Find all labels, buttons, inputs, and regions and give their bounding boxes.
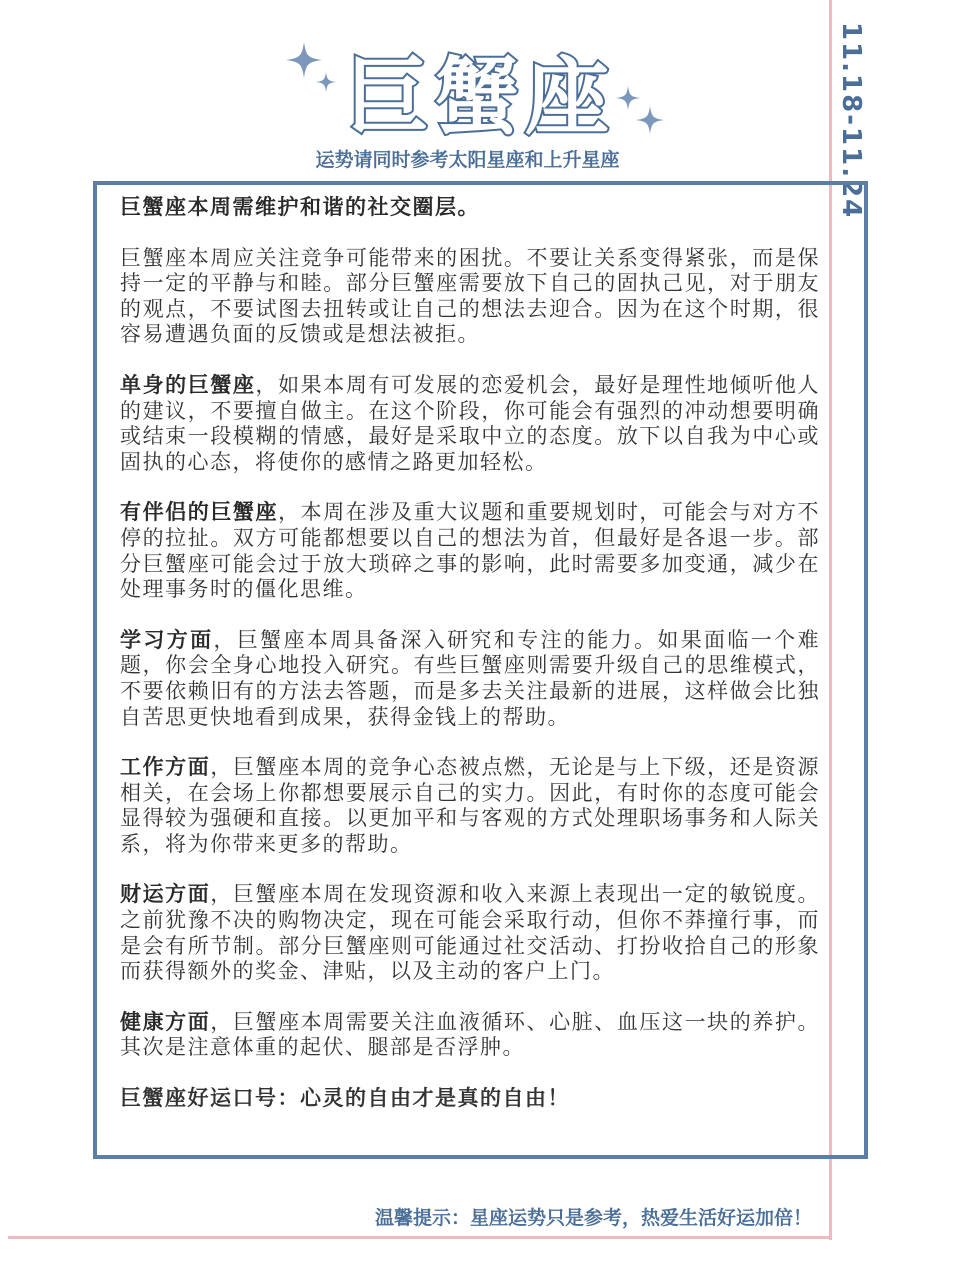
- date-range: 11.18-11.24: [836, 22, 866, 220]
- footer-tip: 温馨提示：星座运势只是参考，热爱生活好运加倍！: [374, 1207, 812, 1229]
- section-partnered: 有伴侣的巨蟹座，本周在涉及重大议题和重要规划时，可能会与对方不停的拉扯。双方可能都想要以自己的想法为首，但最好是各退一步。部分巨蟹座可能会过于放大琐碎之事的影响，此时需要多加变通，减少在处理事务时的僵化思维。: [120, 500, 821, 602]
- section-work: 工作方面，巨蟹座本周的竞争心态被点燃，无论是与上下级，还是资源相关，在会场上你都想要展示自己的实力。因此，有时你的态度可能会显得较为强硬和直接。以更加平和与客观的方式处理职场事务和人际关系，将为你带来更多的帮助。: [120, 755, 821, 856]
- pink-horizontal-line: [8, 1236, 832, 1239]
- page-title: 巨蟹座: [344, 48, 615, 146]
- horoscope-content: [120, 195, 820, 1137]
- section-study: 学习方面，巨蟹座本周具备深入研究和专注的能力。如果面临一个难题，你会全身心地投入研究。有些巨蟹座则需要升级自己的思维模式，不要依赖旧有的方法去答题，而是多去关注最新的进展，这样做会比独自苦思更快地看到成果，获得金钱上的帮助。: [120, 627, 821, 729]
- section-wealth: 财运方面，巨蟹座本周在发现资源和收入来源上表现出一定的敏锐度。之前犹豫不决的购物决定，现在可能会采取行动，但你不莽撞行事，而是会有所节制。部分巨蟹座则可能通过社交活动、打扮收拾自己的形象而获得额外的奖金、津贴，以及主动的客户上门。: [120, 882, 821, 984]
- slogan: 巨蟹座好运口号：心灵的自由才是真的自由！: [120, 1086, 570, 1111]
- intro-paragraph: 巨蟹座本周应关注竞争可能带来的困扰。不要让关系变得紧张，而是保持一定的平静与和睦。部分巨蟹座需要放下自己的固执己见，对于朋友的观点，不要试图去扭转或让自己的想法去迎合。因为在这个时期，很容易遭遇负面的反馈或是想法被拒。: [120, 245, 820, 347]
- subtitle: 运势请同时参考太阳星座和上升星座: [315, 149, 620, 171]
- section-health: 健康方面，巨蟹座本周需要关注血液循环、心脏、血压这一块的养护。其次是注意体重的起伏、腿部是否浮肿。: [120, 1009, 821, 1060]
- section-single: 单身的巨蟹座，如果本周有可发展的恋爱机会，最好是理性地倾听他人的建议，不要擅自做主。在这个阶段，你可能会有强烈的冲动想要明确或结束一段模糊的情感，最好是采取中立的态度。放下以自我为中心或固执的心态，将使你的感情之路更加轻松。: [120, 372, 820, 474]
- headline: 巨蟹座本周需维护和谐的社交圈层。: [120, 195, 480, 219]
